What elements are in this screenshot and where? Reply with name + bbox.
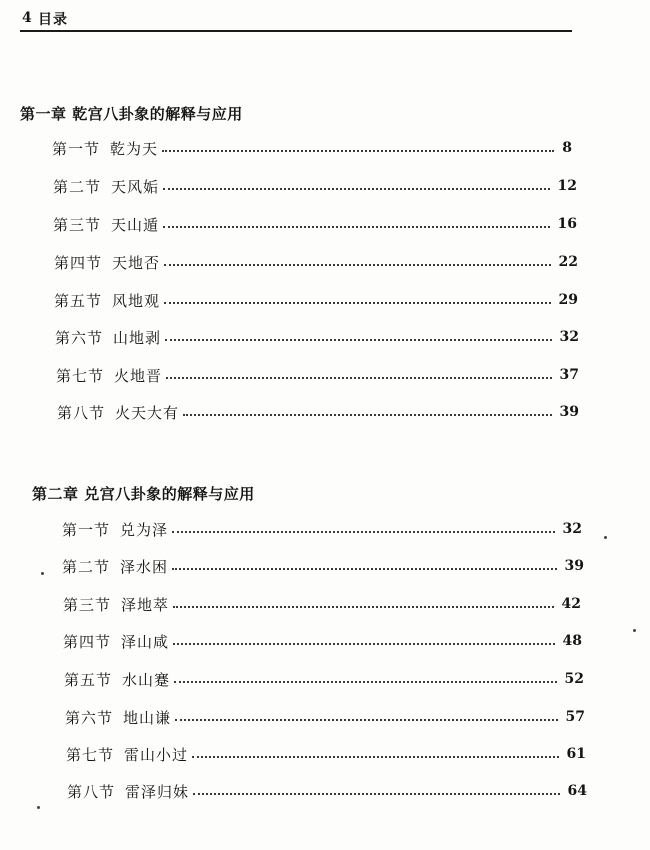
toc-entry-ch1-s4[interactable] bbox=[54, 250, 578, 274]
section-label: 第八节 bbox=[67, 782, 116, 801]
leader-dots bbox=[175, 719, 557, 721]
section-name: 风地观 bbox=[112, 291, 161, 310]
section-page-number: 37 bbox=[559, 367, 579, 383]
header-title: 目录 bbox=[38, 12, 68, 28]
section-label: 第四节 bbox=[63, 632, 112, 651]
toc-entry-ch2-s7[interactable] bbox=[66, 742, 586, 766]
toc-entry-ch2-s4[interactable] bbox=[63, 629, 582, 653]
leader-dots bbox=[172, 531, 554, 533]
toc-entry-ch1-s7[interactable] bbox=[56, 363, 579, 387]
leader-dots bbox=[173, 643, 554, 645]
toc-entry-ch1-s8[interactable] bbox=[57, 400, 579, 424]
leader-dots bbox=[192, 756, 558, 758]
leader-dots bbox=[183, 414, 551, 416]
running-header bbox=[20, 8, 572, 32]
toc-entry-ch2-s5[interactable] bbox=[64, 667, 584, 691]
section-name: 兑为泽 bbox=[120, 520, 169, 539]
chapter-1-title: 第一章 乾宫八卦象的解释与应用 bbox=[20, 105, 243, 123]
section-name: 乾为天 bbox=[110, 139, 159, 158]
section-page-number: 42 bbox=[561, 596, 581, 612]
scan-speck bbox=[633, 629, 636, 632]
scan-speck bbox=[41, 572, 44, 575]
leader-dots bbox=[172, 568, 556, 570]
section-label: 第三节 bbox=[53, 215, 102, 234]
section-label: 第三节 bbox=[63, 595, 112, 614]
section-label: 第五节 bbox=[64, 670, 113, 689]
scan-speck bbox=[37, 806, 40, 809]
toc-entry-ch2-s6[interactable] bbox=[65, 705, 585, 729]
toc-entry-ch1-s2[interactable] bbox=[53, 174, 577, 198]
section-label: 第七节 bbox=[56, 366, 105, 385]
toc-entry-ch2-s8[interactable] bbox=[67, 779, 587, 803]
section-label: 第六节 bbox=[65, 708, 114, 727]
section-label: 第一节 bbox=[62, 520, 111, 539]
section-page-number: 29 bbox=[558, 292, 578, 308]
section-name: 天山遁 bbox=[111, 215, 160, 234]
section-page-number: 57 bbox=[565, 709, 585, 725]
section-label: 第五节 bbox=[54, 291, 103, 310]
section-name: 火地晋 bbox=[114, 366, 163, 385]
toc-entry-ch2-s2[interactable] bbox=[62, 554, 584, 578]
section-name: 地山谦 bbox=[123, 708, 172, 727]
leader-dots bbox=[164, 264, 550, 266]
section-name: 天地否 bbox=[112, 253, 161, 272]
section-page-number: 61 bbox=[566, 746, 586, 762]
section-name: 水山蹇 bbox=[122, 670, 171, 689]
section-name: 雷泽归妹 bbox=[125, 782, 190, 801]
toc-entry-ch1-s6[interactable] bbox=[55, 325, 579, 349]
chapter-2-title: 第二章 兑宫八卦象的解释与应用 bbox=[32, 485, 255, 503]
section-name: 天风姤 bbox=[111, 177, 160, 196]
section-page-number: 8 bbox=[562, 140, 572, 156]
section-page-number: 64 bbox=[567, 783, 587, 799]
section-page-number: 52 bbox=[564, 671, 584, 687]
section-label: 第八节 bbox=[57, 403, 106, 422]
toc-entry-ch2-s3[interactable] bbox=[63, 592, 581, 616]
leader-dots bbox=[164, 302, 550, 304]
leader-dots bbox=[193, 793, 559, 795]
leader-dots bbox=[163, 188, 549, 190]
section-label: 第一节 bbox=[52, 139, 101, 158]
toc-entry-ch2-s1[interactable] bbox=[62, 517, 582, 541]
section-page-number: 32 bbox=[559, 329, 579, 345]
leader-dots bbox=[162, 150, 554, 152]
scan-speck bbox=[604, 536, 607, 539]
section-label: 第四节 bbox=[54, 253, 103, 272]
header-page-number: 4 bbox=[22, 10, 32, 26]
toc-entry-ch1-s3[interactable] bbox=[53, 212, 577, 236]
section-name: 山地剥 bbox=[113, 328, 162, 347]
section-name: 泽山咸 bbox=[121, 632, 170, 651]
leader-dots bbox=[174, 681, 556, 683]
section-label: 第二节 bbox=[62, 557, 111, 576]
section-label: 第六节 bbox=[55, 328, 104, 347]
leader-dots bbox=[165, 339, 551, 341]
section-page-number: 22 bbox=[558, 254, 578, 270]
section-page-number: 12 bbox=[557, 178, 577, 194]
section-page-number: 16 bbox=[557, 216, 577, 232]
section-label: 第二节 bbox=[53, 177, 102, 196]
section-page-number: 48 bbox=[562, 633, 582, 649]
section-name: 雷山小过 bbox=[124, 745, 189, 764]
leader-dots bbox=[163, 226, 549, 228]
section-name: 泽水困 bbox=[120, 557, 169, 576]
section-name: 火天大有 bbox=[115, 403, 180, 422]
section-page-number: 39 bbox=[564, 558, 584, 574]
section-page-number: 32 bbox=[562, 521, 582, 537]
leader-dots bbox=[166, 377, 551, 379]
toc-entry-ch1-s5[interactable] bbox=[54, 288, 578, 312]
section-label: 第七节 bbox=[66, 745, 115, 764]
section-name: 泽地萃 bbox=[121, 595, 170, 614]
toc-entry-ch1-s1[interactable] bbox=[52, 136, 572, 160]
leader-dots bbox=[173, 606, 553, 608]
section-page-number: 39 bbox=[559, 404, 579, 420]
